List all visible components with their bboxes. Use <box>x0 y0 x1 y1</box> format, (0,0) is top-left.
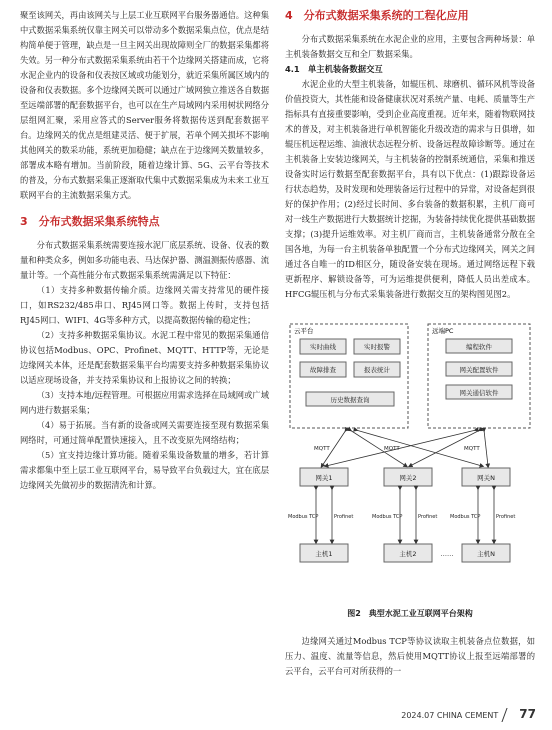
protocol-label: Modbus TCP <box>372 514 403 520</box>
paragraph: 分布式数据采集系统需要连接水泥厂底层系统、设备、仪表的数量和种类众多，例如多功能电表、马达保护器、测温测振传感器、流量计等。一个高性能分布式数据采集系统需满足以下特征： <box>20 240 269 280</box>
page-footer <box>401 707 536 723</box>
mqtt-label: MQTT <box>464 446 480 452</box>
paragraph: （4）易于拓展。当有新的设备或网关需要连接至现有数据采集网络时，可通过简单配置快速接入，且不改变原先网络结构； <box>20 420 269 445</box>
paragraph: （5）宜支持边缘计算功能。随着采集设备数量的增多，若计算需求都集中至上层工业互联网平台，易导致平台负载过大，宜在底层边缘网关先做初步的数据清洗和计算。 <box>20 450 269 490</box>
cloud-box-label: 实时报警 <box>364 343 390 351</box>
paragraph: 水泥企业的大型主机装备，如辊压机、球磨机、循环风机等设备价值投资大，其性能和设备健康状况对系统产量、电耗、质量等生产指标具有直接重要影响，受到企业高度重视。近年来，随着物联网技术的普及，对主机装备进行单机智能化升级改造的需求与日俱增，如辊压机远程运维、油液状态远程分析、设备远程故障诊断等。通过在主机装备上安装边缘网关，与主机装备的控制系统通信，采集和推送设备实时运行数据至配套数据平台，具有以下优点：(1)跟踪设备运行状态趋势，及时发现和处理装备运行过程中的异常，对设备起到很好的保护作用；(2)经过长时间、多台装备的数据积累，主机厂商可对一线生产数据进行大数据统计挖掘，为装备持续优化提供基础数据支撑；(3)提升运维效率。对主机厂商而言，主机装备通常分散在全国各地，为每一台主机装备单独配置一个分布式边缘网关，网关之间通过各自唯一的ID相区分，随设备安装在现场。通过网络远程下载更新程序、解锁设备等，可为运维提供便利，降低人员出差成本。HFCG辊压机与分布式采集装备进行数据交互的架构图见图2。 <box>285 79 535 299</box>
protocol-label: Modbus TCP <box>450 514 481 520</box>
gateway-label: 网关2 <box>399 474 417 482</box>
host-label: 主机1 <box>315 550 333 558</box>
cloud-box-label: 历史数据查询 <box>330 396 370 404</box>
cloud-box-label: 实时曲线 <box>310 343 336 351</box>
right-column-continued <box>285 634 535 679</box>
cloud-box-label: 故障排查 <box>310 366 336 374</box>
paragraph: （3）支持本地/远程管理。可根据应用需求选择在局域网或广域网内进行数据采集； <box>20 390 269 415</box>
ellipsis: …… <box>440 550 454 558</box>
figure-caption: 图2 典型水泥工业互联网平台架构 <box>347 609 473 618</box>
cloud-label: 云平台 <box>294 327 314 335</box>
mqtt-label: MQTT <box>384 446 400 452</box>
paragraph: 边缘网关通过Modbus TCP等协议读取主机装备点位数据，如压力、温度、流量等信息，然后使用MQTT协议上报至远端部署的云平台，云平台可对所获得的一 <box>285 636 535 676</box>
figure-2 <box>286 318 534 618</box>
remote-box-label: 编程软件 <box>466 343 492 351</box>
protocol-label: Modbus TCP <box>288 514 319 520</box>
architecture-diagram <box>286 318 534 600</box>
subsection-4-1-heading: 4.1 单主机装备数据交互 <box>285 64 383 74</box>
mqtt-label: MQTT <box>314 446 330 452</box>
paragraph: （1）支持多种数据传输介质。边缘网关需支持常见的硬件接口，如RS232/485串口、RJ45网口等。数据上传时，支持包括RJ45网口、WIFI、4G等多种方式，以提高数据传输的稳定性； <box>20 285 269 325</box>
remote-label: 远端PC <box>432 327 454 335</box>
cloud-box-label: 报表统计 <box>364 366 390 374</box>
remote-box-label: 网关通信软件 <box>459 389 499 397</box>
gateway-label: 网关1 <box>315 474 333 482</box>
footer-divider <box>502 708 508 722</box>
section-4-heading: 4 分布式数据采集系统的工程化应用 <box>285 9 469 22</box>
remote-box-label: 网关配置软件 <box>459 366 499 374</box>
page-number: 77 <box>519 706 536 721</box>
left-column <box>20 8 269 493</box>
right-column <box>285 8 535 302</box>
config-link <box>326 430 476 466</box>
host-label: 主机N <box>477 550 495 558</box>
section-3-heading: 3 分布式数据采集系统特点 <box>20 215 160 228</box>
protocol-label: Profinet <box>496 514 516 520</box>
paragraph: （2）支持多种数据采集协议。水泥工程中常见的数据采集通信协议包括Modbus、OPC、Profinet、MQTT、HTTP等，无论是边缘网关本体，还是配套数据采集平台均需要支持多种数据采集协议以适应现场设备，并支持采集协议和上报协议之间的转换； <box>20 330 269 385</box>
protocol-label: Profinet <box>418 514 438 520</box>
paragraph: 分布式数据采集系统在水泥企业的应用，主要包含两种场景：单主机装备数据交互和全厂数据采集。 <box>285 34 535 59</box>
host-label: 主机2 <box>399 550 417 558</box>
paragraph: 聚至该网关，再由该网关与上层工业互联网平台服务器通信。这种集中式数据采集系统仅靠主网关可以带动多个数据采集点位，优点是结构简单便于管理，缺点是一旦主网关出现故障则全厂的数据采集都将失效。另一种分布式数据采集系统由若干个边缘网关搭建而成，它将水泥企业内的设备和仪表按区域或功能划分，就近采集所属区域内的设备和仪表数据。多个边缘网关既可以通过广域网独立推送各自数据至远端部署的配套数据平台，也可以在生产局域网内采用树状网络分层组网汇聚，采用应答式的Server服务将数据传送到配套数据平台。边缘网关的优点是组建灵活、便于扩展，若单个网关损坏不影响其他网关的数采功能，系统更加稳健；缺点在于边缘网关数量较多，部署成本略有增加。当前阶段，随着边缘计算、5G、云平台等技术的普及，分布式数据采集正逐渐取代集中式数据采集成为未来工业互联网平台的主流数据采集方式。 <box>20 10 269 200</box>
config-link <box>484 430 488 466</box>
journal-issue: 2024.07 CHINA CEMENT <box>401 710 499 720</box>
protocol-label: Profinet <box>334 514 354 520</box>
gateway-label: 网关N <box>477 474 495 482</box>
